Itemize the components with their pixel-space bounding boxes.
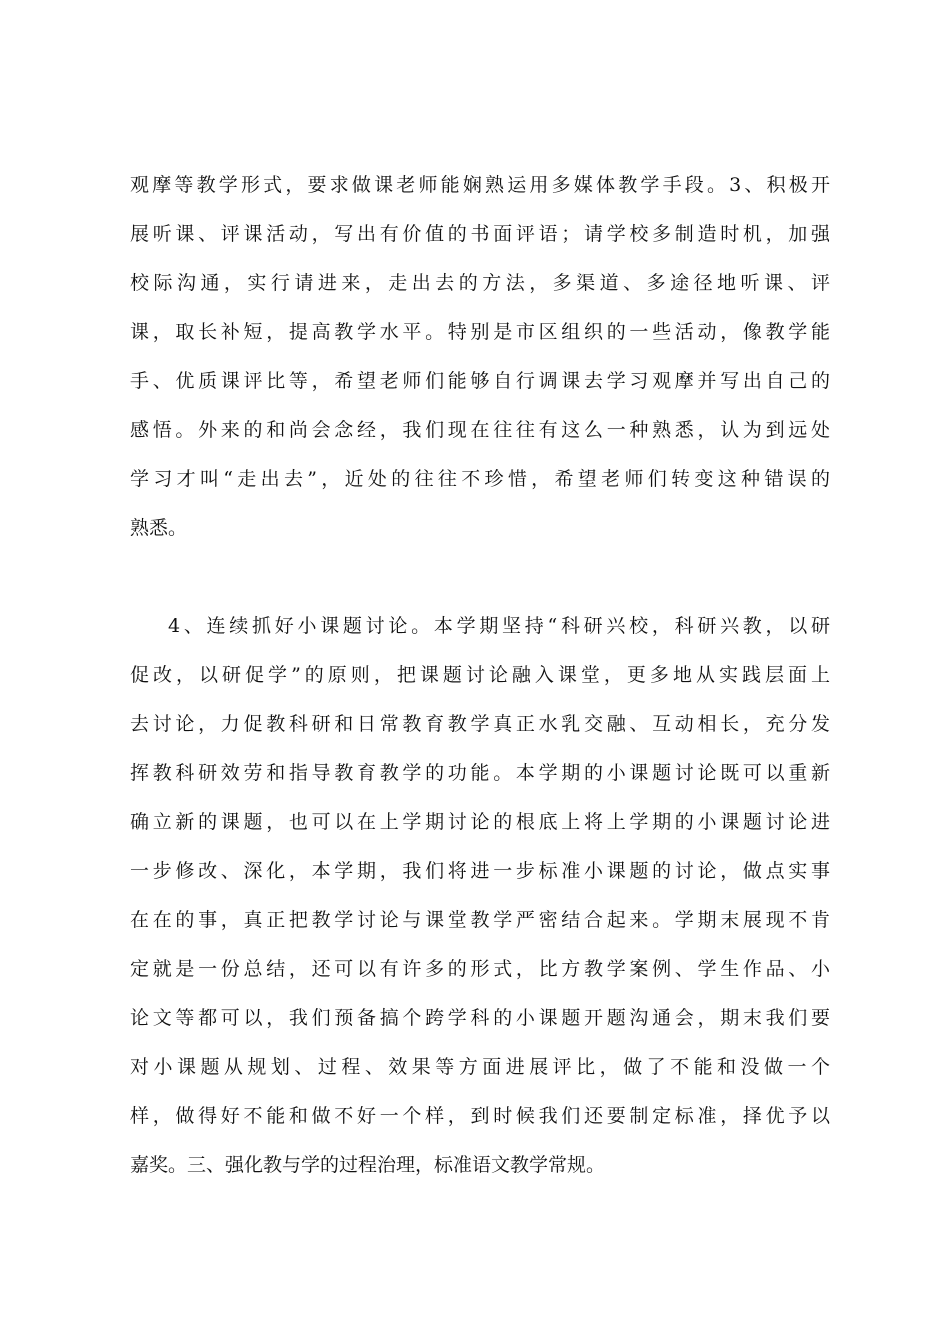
- paragraph-line: 展听课、评课活动，写出有价值的书面评语；请学校多制造时机，加强: [130, 223, 830, 245]
- paragraph-line: 一步修改、深化，本学期，我们将进一步标准小课题的讨论，做点实事: [130, 860, 830, 882]
- paragraph-line: 在在的事，真正把教学讨论与课堂教学严密结合起来。学期末展现不肯: [130, 909, 830, 931]
- paragraph-line: 感悟。外来的和尚会念经，我们现在往往有这么一种熟悉，认为到远处: [130, 419, 830, 441]
- paragraph-line: 熟悉。: [130, 517, 188, 539]
- paragraph-line: 确立新的课题，也可以在上学期讨论的根底上将上学期的小课题讨论进: [130, 811, 830, 833]
- paragraph-2: [130, 602, 830, 1190]
- paragraph-line: 手、优质课评比等，希望老师们能够自行调课去学习观摩并写出自己的: [130, 370, 830, 392]
- paragraph-line: 定就是一份总结，还可以有许多的形式，比方教学案例、学生作品、小: [130, 958, 830, 980]
- paragraph-line: 观摩等教学形式，要求做课老师能娴熟运用多媒体教学手段。3、积极开: [130, 174, 830, 196]
- paragraph-line: 样，做得好不能和做不好一个样，到时候我们还要制定标准，择优予以: [130, 1105, 830, 1127]
- paragraph-line: 4、连续抓好小课题讨论。本学期坚持“科研兴校，科研兴教，以研: [168, 615, 830, 637]
- paragraph-line: 论文等都可以，我们预备搞个跨学科的小课题开题沟通会，期末我们要: [130, 1007, 830, 1029]
- paragraph-line: 学习才叫“走出去”，近处的往往不珍惜，希望老师们转变这种错误的: [130, 468, 830, 490]
- paragraph-line: 课，取长补短，提高教学水平。特别是市区组织的一些活动，像教学能: [130, 321, 830, 343]
- paragraph-line: 对小课题从规划、过程、效果等方面进展评比，做了不能和没做一个: [130, 1056, 830, 1078]
- paragraph-line: 促改，以研促学”的原则，把课题讨论融入课堂，更多地从实践层面上: [130, 664, 830, 686]
- paragraph-line: 校际沟通，实行请进来，走出去的方法，多渠道、多途径地听课、评: [130, 272, 830, 294]
- paragraph-line: 挥教科研效劳和指导教育教学的功能。本学期的小课题讨论既可以重新: [130, 762, 830, 784]
- paragraph-1: [130, 161, 830, 553]
- paragraph-line: 嘉奖。三、强化教与学的过程治理，标准语文教学常规。: [130, 1154, 606, 1176]
- paragraph-line: 去讨论，力促教科研和日常教育教学真正水乳交融、互动相长，充分发: [130, 713, 830, 735]
